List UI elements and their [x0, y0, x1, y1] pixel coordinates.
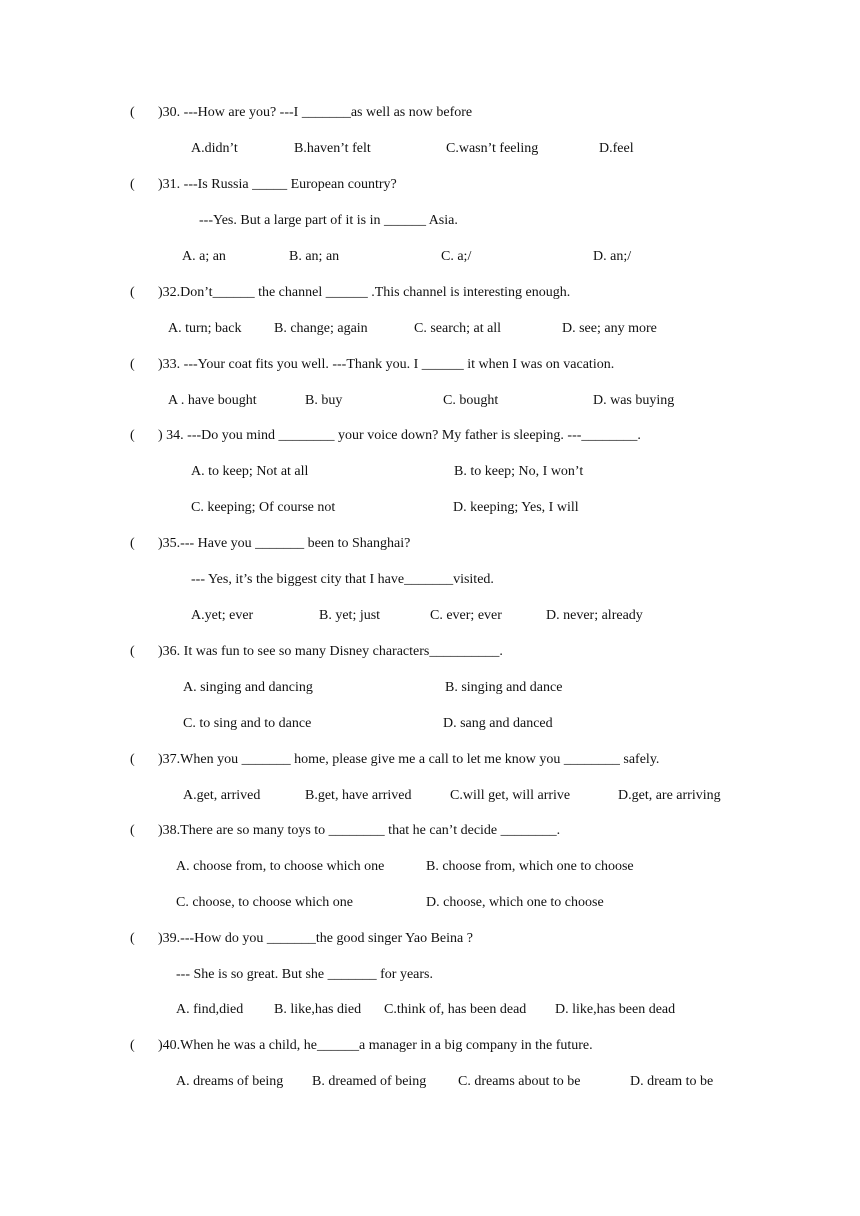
question-stem: )36. It was fun to see so many Disney characters__________. [158, 644, 503, 659]
option-c: C. keeping; Of course not [191, 500, 336, 515]
option-a: A.yet; ever [191, 608, 254, 623]
option-d: D. was buying [593, 393, 675, 408]
option-b: B. change; again [274, 321, 368, 336]
option-d: D. never; already [546, 608, 643, 623]
option-d: D. dream to be [630, 1074, 714, 1089]
option-b: B.haven’t felt [294, 141, 371, 156]
option-c: C.think of, has been dead [384, 1002, 527, 1017]
option-c: C. a;/ [441, 249, 472, 264]
question-stem: )38.There are so many toys to ________ that he can’t decide ________. [158, 823, 561, 838]
option-b: B. an; an [289, 249, 340, 264]
question-stem: )37.When you _______ home, please give me a call to let me know you ________ safely. [158, 752, 660, 767]
option-a: A. turn; back [168, 321, 242, 336]
question-stem: )33. ---Your coat fits you well. ---Thank you. I ______ it when I was on vacation. [158, 357, 615, 372]
answer-paren: ( [130, 285, 135, 300]
option-c: C.will get, will arrive [450, 788, 571, 803]
option-b: B. dreamed of being [312, 1074, 427, 1089]
question-stem: )32.Don’t______ the channel ______ .This channel is interesting enough. [158, 285, 571, 300]
option-a: A. singing and dancing [183, 680, 313, 695]
option-c: C. to sing and to dance [183, 716, 312, 731]
question-stem-reply: ---Yes. But a large part of it is in ______ Asia. [199, 213, 458, 228]
question-stem: )30. ---How are you? ---I _______as well as now before [158, 105, 473, 120]
option-a: A . have bought [168, 393, 257, 408]
option-a: A. dreams of being [176, 1074, 284, 1089]
option-d: D. see; any more [562, 321, 657, 336]
question-stem: )40.When he was a child, he______a manager in a big company in the future. [158, 1038, 593, 1053]
option-c: C. bought [443, 393, 499, 408]
option-d: D.get, are arriving [618, 788, 721, 803]
answer-paren: ( [130, 752, 135, 767]
option-d: D. an;/ [593, 249, 632, 264]
option-b: B. buy [305, 393, 343, 408]
option-a: A. a; an [182, 249, 226, 264]
question-stem: )39.---How do you _______the good singer Yao Beina ? [158, 931, 473, 946]
answer-paren: ( [130, 357, 135, 372]
option-d: D. sang and danced [443, 716, 553, 731]
option-b: B. singing and dance [445, 680, 563, 695]
answer-paren: ( [130, 1038, 135, 1053]
option-d: D. choose, which one to choose [426, 895, 604, 910]
question-stem: )31. ---Is Russia _____ European country? [158, 177, 397, 192]
option-c: C.wasn’t feeling [446, 141, 539, 156]
question-stem: ) 34. ---Do you mind ________ your voice down? My father is sleeping. ---________. [158, 428, 641, 443]
answer-paren: ( [130, 931, 135, 946]
option-d: D. keeping; Yes, I will [453, 500, 579, 515]
option-b: B. yet; just [319, 608, 381, 623]
option-b: B. like,has died [274, 1002, 362, 1017]
option-a: A. to keep; Not at all [191, 464, 309, 479]
answer-paren: ( [130, 823, 135, 838]
option-b: B. to keep; No, I won’t [454, 464, 584, 479]
answer-paren: ( [130, 644, 135, 659]
option-a: A.didn’t [191, 141, 238, 156]
option-a: A. find,died [176, 1002, 244, 1017]
question-stem-reply: --- Yes, it’s the biggest city that I have_______visited. [191, 572, 494, 587]
option-b: B.get, have arrived [305, 788, 412, 803]
option-d: D.feel [599, 141, 634, 156]
option-a: A.get, arrived [183, 788, 261, 803]
option-c: C. ever; ever [430, 608, 502, 623]
option-d: D. like,has been dead [555, 1002, 676, 1017]
option-c: C. choose, to choose which one [176, 895, 353, 910]
answer-paren: ( [130, 105, 135, 120]
question-stem-reply: --- She is so great. But she _______ for years. [176, 967, 434, 982]
option-c: C. dreams about to be [458, 1074, 581, 1089]
option-c: C. search; at all [414, 321, 502, 336]
question-stem: )35.--- Have you _______ been to Shanghai? [158, 536, 411, 551]
option-b: B. choose from, which one to choose [426, 859, 634, 874]
answer-paren: ( [130, 536, 135, 551]
answer-paren: ( [130, 177, 135, 192]
answer-paren: ( [130, 428, 135, 443]
option-a: A. choose from, to choose which one [176, 859, 385, 874]
